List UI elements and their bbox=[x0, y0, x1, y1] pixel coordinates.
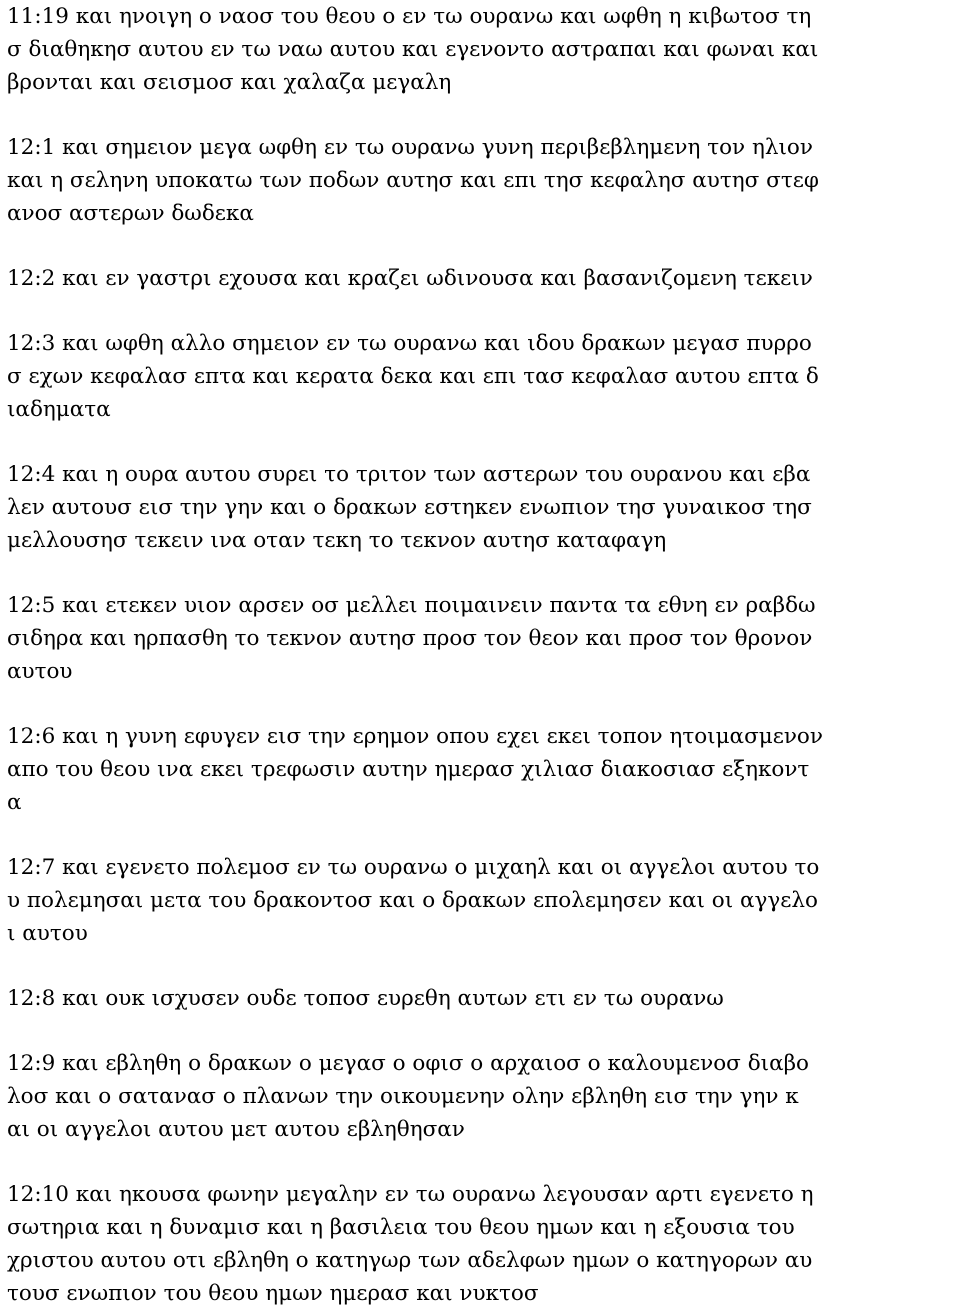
verse-12-5 bbox=[7, 589, 957, 688]
text-line: ιαδηματα bbox=[7, 397, 111, 422]
text-line: σ εχων κεφαλασ επτα και κερατα δεκα και επι τασ κεφαλασ αυτου επτα δ bbox=[7, 364, 819, 389]
paragraph-gap bbox=[7, 688, 957, 720]
paragraph-gap bbox=[7, 819, 957, 851]
text-line: σ διαθηκησ αυτου εν τω ναω αυτου και εγενοντο αστραπαι και φωναι και bbox=[7, 37, 819, 62]
text-line: απο του θεου ινα εκει τρεφωσιν αυτην ημερασ χιλιασ διακοσιασ εξηκοντ bbox=[7, 757, 810, 782]
paragraph-gap bbox=[7, 557, 957, 589]
text-line: 12:4 και η ουρα αυτου συρει το τριτον των αστερων του ουρανου και εβα bbox=[7, 462, 811, 487]
paragraph-gap bbox=[7, 1146, 957, 1178]
text-line: και η σεληνη υποκατω των ποδων αυτησ και επι τησ κεφαλησ αυτησ στεφ bbox=[7, 168, 819, 193]
text-line: 12:7 και εγενετο πολεμοσ εν τω ουρανω ο μιχαηλ και οι αγγελοι αυτου το bbox=[7, 855, 820, 880]
text-line: 12:6 και η γυνη εφυγεν εισ την ερημον οπου εχει εκει τοπον ητοιμασμενον bbox=[7, 724, 823, 749]
verse-11-19 bbox=[7, 0, 957, 99]
document-page bbox=[7, 0, 957, 1310]
paragraph-gap bbox=[7, 99, 957, 131]
text-line: 11:19 και ηνοιγη ο ναοσ του θεου ο εν τω ουρανω και ωφθη η κιβωτοσ τη bbox=[7, 4, 812, 29]
text-line: αυτου bbox=[7, 659, 73, 684]
text-line: 12:3 και ωφθη αλλο σημειον εν τω ουρανω και ιδου δρακων μεγασ πυρρο bbox=[7, 331, 812, 356]
text-line: υ πολεμησαι μετα του δρακοντοσ και ο δρακων επολεμησεν και οι αγγελο bbox=[7, 888, 818, 913]
text-line: 12:1 και σημειον μεγα ωφθη εν τω ουρανω γυνη περιβεβλημενη τον ηλιον bbox=[7, 135, 813, 160]
text-line: χριστου αυτου οτι εβληθη ο κατηγωρ των αδελφων ημων ο κατηγορων αυ bbox=[7, 1248, 813, 1273]
text-line: λοσ και ο σατανασ ο πλανων την οικουμενην ολην εβληθη εισ την γην κ bbox=[7, 1084, 799, 1109]
paragraph-gap bbox=[7, 1015, 957, 1047]
text-line: σιδηρα και ηρπασθη το τεκνον αυτησ προσ τον θεον και προσ τον θρονον bbox=[7, 626, 813, 651]
verse-12-2 bbox=[7, 262, 957, 295]
text-line: 12:8 και ουκ ισχυσεν ουδε τοποσ ευρεθη αυτων ετι εν τω ουρανω bbox=[7, 986, 724, 1011]
text-line: λεν αυτουσ εισ την γην και ο δρακων εστηκεν ενωπιον τησ γυναικοσ τησ bbox=[7, 495, 812, 520]
paragraph-gap bbox=[7, 230, 957, 262]
text-line: ανοσ αστερων δωδεκα bbox=[7, 201, 254, 226]
text-line: αι οι αγγελοι αυτου μετ αυτου εβληθησαν bbox=[7, 1117, 465, 1142]
verse-12-1 bbox=[7, 131, 957, 230]
text-line: 12:2 και εν γαστρι εχουσα και κραζει ωδινουσα και βασανιζομενη τεκειν bbox=[7, 266, 813, 291]
text-line: 12:9 και εβληθη ο δρακων ο μεγασ ο οφισ ο αρχαιοσ ο καλουμενοσ διαβο bbox=[7, 1051, 809, 1076]
text-line: 12:10 και ηκουσα φωνην μεγαλην εν τω ουρανω λεγουσαν αρτι εγενετο η bbox=[7, 1182, 814, 1207]
verse-12-8 bbox=[7, 982, 957, 1015]
verse-12-6 bbox=[7, 720, 957, 819]
text-line: 12:5 και ετεκεν υιον αρσεν οσ μελλει ποιμαινειν παντα τα εθνη εν ραβδω bbox=[7, 593, 816, 618]
verse-12-10 bbox=[7, 1178, 957, 1310]
paragraph-gap bbox=[7, 295, 957, 327]
verse-12-4 bbox=[7, 458, 957, 557]
text-line: ι αυτου bbox=[7, 921, 88, 946]
paragraph-gap bbox=[7, 950, 957, 982]
text-line: α bbox=[7, 790, 22, 815]
text-line: βρονται και σεισμοσ και χαλαζα μεγαλη bbox=[7, 70, 452, 95]
verse-12-3 bbox=[7, 327, 957, 426]
text-line: σωτηρια και η δυναμισ και η βασιλεια του θεου ημων και η εξουσια του bbox=[7, 1215, 795, 1240]
verse-12-9 bbox=[7, 1047, 957, 1146]
text-line: τουσ ενωπιον του θεου ημων ημερασ και νυκτοσ bbox=[7, 1281, 539, 1306]
text-line: μελλουσησ τεκειν ινα οταν τεκη το τεκνον αυτησ καταφαγη bbox=[7, 528, 667, 553]
verse-12-7 bbox=[7, 851, 957, 950]
paragraph-gap bbox=[7, 426, 957, 458]
